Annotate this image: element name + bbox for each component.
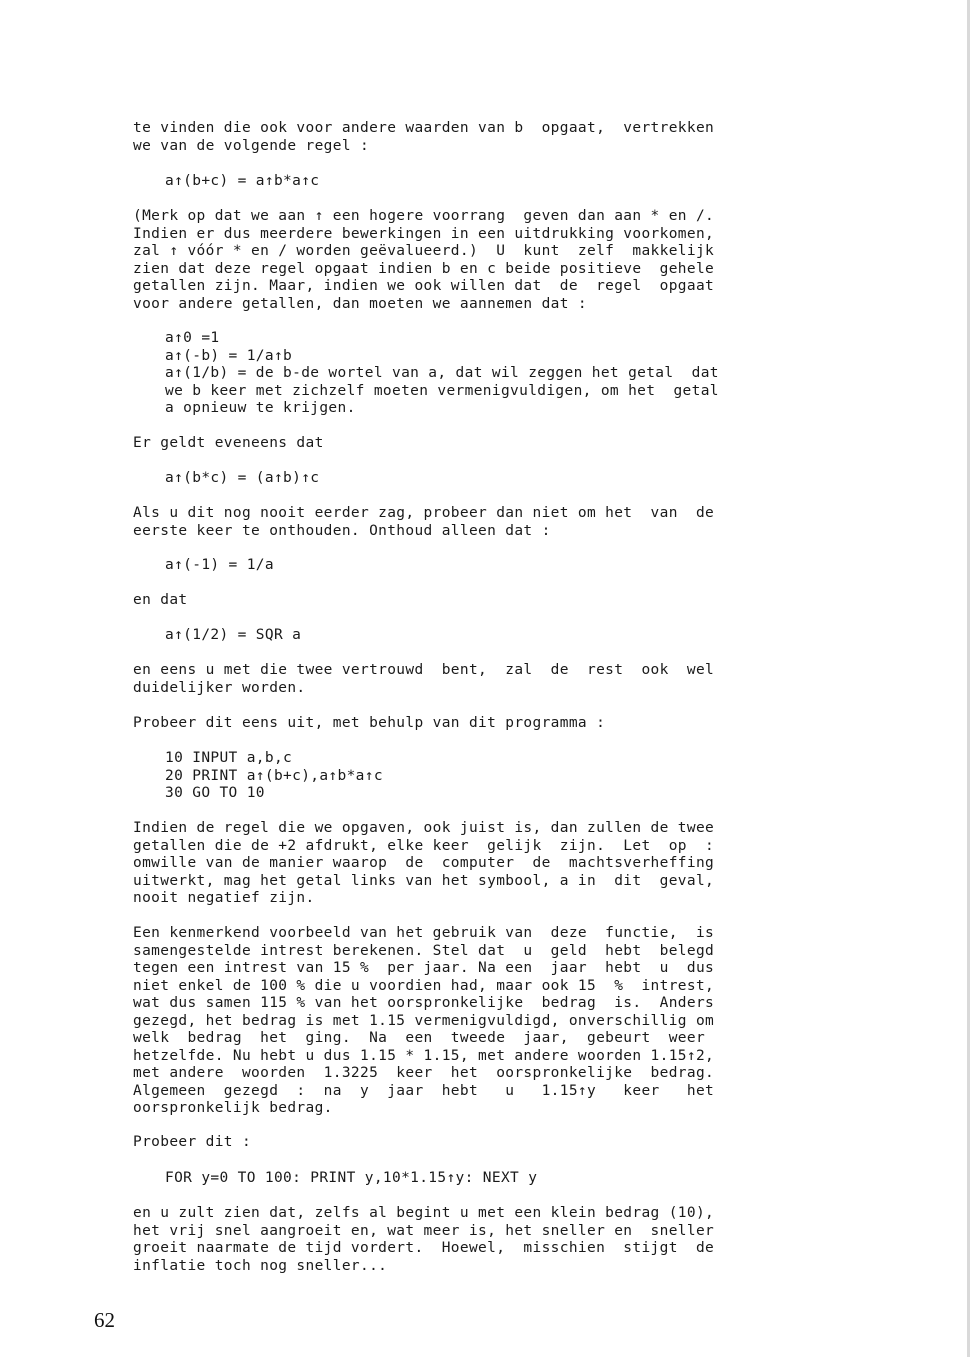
code-for-loop: FOR y=0 TO 100: PRINT y,10*1.15↑y: NEXT y bbox=[165, 1170, 538, 1186]
formula-list-definitions: a↑0 =1 a↑(-b) = 1/a↑b a↑(1/b) = de b-de wortel van a, dat wil zeggen het getal dat we b keer met zichzelf moeten vermenigvuldigen, om het getal a opnieuw te krijgen. bbox=[165, 330, 719, 416]
formula-reciprocal: a↑(-1) = 1/a bbox=[165, 557, 274, 573]
paragraph-intro: te vinden die ook voor andere waarden van b opgaat, vertrekken we van de volgende regel : bbox=[133, 120, 715, 154]
paragraph-also-holds: Er geldt eveneens dat bbox=[133, 435, 324, 451]
paragraph-compound-interest: Een kenmerkend voorbeeld van het gebruik van deze functie, is samengestelde intrest berekenen. Stel dat u geld hebt belegd tegen een intrest van 15 % per jaar. Na een jaar hebt u dus niet enkel de 100 % die u voordien had, maar ook 15 % intrest, wat dus samen 115 % van het oorspronkelijke bedrag is. Anders gezegd, het bedrag is met 1.15 vermenigvuldigd, onverschillig om welk bedrag het ging. Na een tweede jaar, gebeurt weer hetzelfde. Nu hebt u dus 1.15 * 1.15, met andere woorden 1.15↑2, met andere woorden 1.3225 keer het oorspronkelijke bedrag. Algemeen gezegd : na y jaar hebt u 1.15↑y keer het oorspronkelijk bedrag. bbox=[133, 925, 715, 1116]
paragraph-conclusion: en u zult zien dat, zelfs al begint u met een klein bedrag (10), het vrij snel aangroeit en, wat meer is, het sneller en sneller groeit naarmate de tijd vordert. Hoewel, misschien stijgt de inflatie toch nog sneller... bbox=[133, 1205, 715, 1274]
paragraph-rule-check: Indien de regel die we opgaven, ook juist is, dan zullen de twee getallen die de +2 afdrukt, elke keer gelijk zijn. Let op : omwille van de manier waarop de computer de machtsverheffing uitwerkt, mag het getal links van het symbool, a in dit geval, nooit negatief zijn. bbox=[133, 820, 715, 906]
paragraph-remember: Als u dit nog nooit eerder zag, probeer dan niet om het van de eerste keer te onthouden. Onthoud alleen dat : bbox=[133, 505, 715, 539]
paragraph-familiar: en eens u met die twee vertrouwd bent, zal de rest ook wel duidelijker worden. bbox=[133, 662, 715, 696]
page-number: 62 bbox=[94, 1308, 115, 1332]
paragraph-try-this: Probeer dit : bbox=[133, 1134, 252, 1150]
paragraph-precedence-note: (Merk op dat we aan ↑ een hogere voorrang geven dan aan * en /. Indien er dus meerdere bewerkingen in een uitdrukking voorkomen, zal ↑ vóór * en / worden geëvalueerd.) U kunt zelf makkelijk zien dat deze regel opgaat indien b en c beide positieve gehele getallen zijn. Maar, indien we ook willen dat de regel opgaat voor andere getallen, dan moeten we aannemen dat : bbox=[133, 208, 715, 312]
formula-square-root: a↑(1/2) = SQR a bbox=[165, 627, 302, 643]
code-program-listing: 10 INPUT a,b,c 20 PRINT a↑(b+c),a↑b*a↑c 30 GO TO 10 bbox=[165, 750, 383, 801]
formula-sum-rule: a↑(b+c) = a↑b*a↑c bbox=[165, 173, 320, 189]
formula-product-rule: a↑(b*c) = (a↑b)↑c bbox=[165, 470, 320, 486]
paragraph-try-program: Probeer dit eens uit, met behulp van dit programma : bbox=[133, 715, 606, 731]
paragraph-and-that: en dat bbox=[133, 592, 188, 608]
